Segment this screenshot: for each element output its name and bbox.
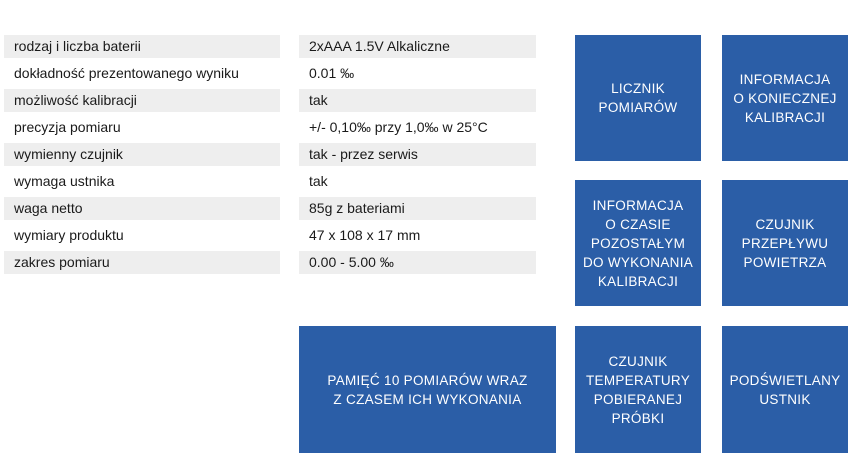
spec-row — [0, 143, 536, 170]
feature-tile-time-left: INFORMACJA O CZASIE POZOSTAŁYM DO WYKONANIA KALIBRACJI — [575, 180, 701, 306]
spec-row — [0, 35, 536, 62]
spec-row — [0, 251, 536, 278]
spec-row — [0, 116, 536, 143]
spec-label: wymienny czujnik — [4, 143, 280, 166]
spec-value: tak — [309, 173, 328, 189]
spec-value: 0.01 ‰ — [309, 65, 355, 81]
spec-value: tak — [299, 89, 536, 112]
spec-row — [0, 224, 536, 251]
spec-value: 85g z bateriami — [299, 197, 536, 220]
feature-tile-calibration-info: INFORMACJA O KONIECZNEJ KALIBRACJI — [722, 35, 848, 161]
spec-label: dokładność prezentowanego wyniku — [14, 65, 239, 81]
spec-label: zakres pomiaru — [4, 251, 280, 274]
feature-tile-temperature: CZUJNIK TEMPERATURY POBIERANEJ PRÓBKI — [575, 326, 701, 453]
spec-value: +/- 0,10‰ przy 1,0‰ w 25°C — [309, 119, 488, 135]
spec-row — [0, 170, 536, 197]
feature-tile-airflow: CZUJNIK PRZEPŁYWU POWIETRZA — [722, 180, 848, 306]
spec-value: 0.00 - 5.00 ‰ — [299, 251, 536, 274]
spec-label: waga netto — [4, 197, 280, 220]
spec-label: precyzja pomiaru — [14, 119, 121, 135]
spec-value: 47 x 108 x 17 mm — [309, 227, 421, 243]
feature-tile-mouthpiece: PODŚWIETLANY USTNIK — [722, 326, 848, 453]
spec-value: 2xAAA 1.5V Alkaliczne — [299, 35, 536, 58]
spec-label: wymiary produktu — [14, 227, 124, 243]
spec-label: możliwość kalibracji — [4, 89, 280, 112]
spec-row — [0, 62, 536, 89]
spec-value: tak - przez serwis — [299, 143, 536, 166]
spec-row — [0, 89, 536, 116]
feature-tile-counter: LICZNIK POMIARÓW — [575, 35, 701, 161]
spec-label: wymaga ustnika — [14, 173, 115, 189]
spec-label: rodzaj i liczba baterii — [4, 35, 280, 58]
feature-tile-memory: PAMIĘĆ 10 POMIARÓW WRAZ Z CZASEM ICH WYKONANIA — [299, 326, 556, 453]
spec-row — [0, 197, 536, 224]
